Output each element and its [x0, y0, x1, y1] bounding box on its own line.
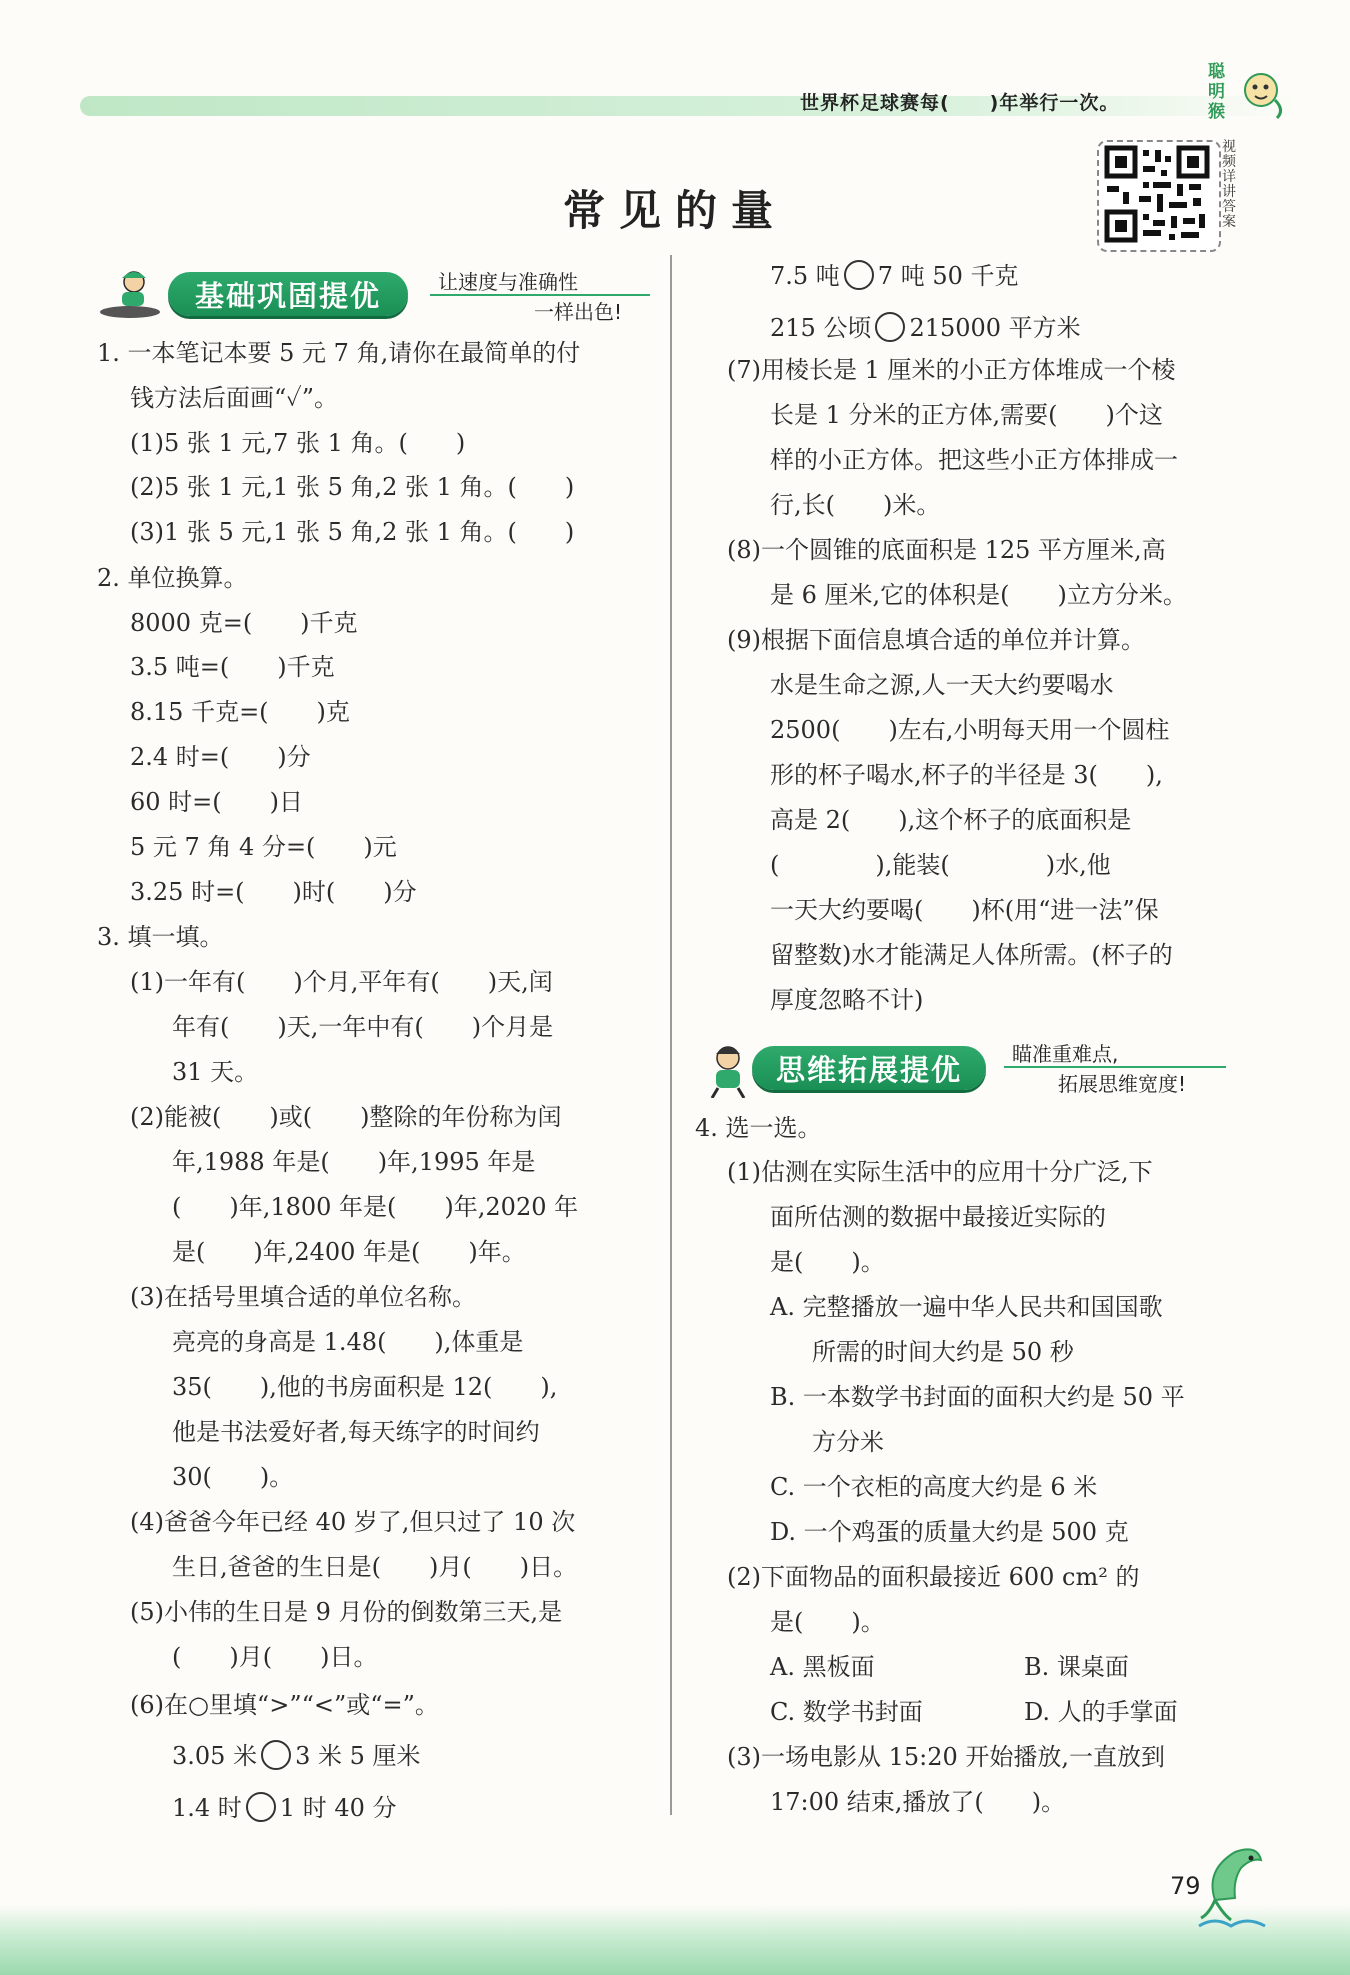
header-trivia: 世界杯足球赛每( )年举行一次。 — [800, 92, 1120, 114]
compare-circle-blank[interactable] — [844, 260, 874, 290]
extend-question-line: A. 完整播放一遍中华人民共和国国歌 — [770, 1293, 1163, 1321]
section-extend-slogan-1: 瞄准重难点, — [1012, 1042, 1119, 1066]
left-question-line: ( )月( )日。 — [172, 1643, 378, 1671]
section-basic-slogan-2: 一样出色! — [534, 300, 623, 324]
right-question-line: 水是生命之源,人一天大约要喝水 — [770, 671, 1114, 699]
left-question-line: 3.25 时=( )时( )分 — [130, 878, 417, 906]
compare-circle-blank[interactable] — [875, 312, 905, 342]
extend-question-line: (1)估测在实际生活中的应用十分广泛,下 — [727, 1158, 1153, 1186]
section-extend-banner: 思维拓展提优 — [752, 1046, 986, 1090]
right-question-line: 形的杯子喝水,杯子的半径是 3( ), — [770, 761, 1163, 789]
left-question-line: 2.4 时=( )分 — [130, 743, 311, 771]
left-question-line: (3)在括号里填合适的单位名称。 — [130, 1283, 476, 1311]
left-question-line: 2. 单位换算。 — [97, 564, 248, 592]
right-question-line: (8)一个圆锥的底面积是 125 平方厘米,高 — [727, 536, 1166, 564]
thinking-kid-icon — [700, 1042, 758, 1098]
extend-question-line: D. 一个鸡蛋的质量大约是 500 克 — [770, 1518, 1129, 1546]
left-question-line: 1. 一本笔记本要 5 元 7 角,请你在最简单的付 — [97, 339, 581, 367]
extend-question-line: 面所估测的数据中最接近实际的 — [770, 1203, 1106, 1231]
right-question-line: 高是 2( ),这个杯子的底面积是 — [770, 806, 1132, 834]
left-question-line: 5 元 7 角 4 分=( )元 — [130, 833, 397, 861]
right-question-line: (7)用棱长是 1 厘米的小正方体堆成一个棱 — [727, 356, 1176, 384]
left-question-line: 亮亮的身高是 1.48( ),体重是 — [172, 1328, 524, 1356]
right-question-line: 样的小正方体。把这些小正方体排成一 — [770, 446, 1178, 474]
skateboard-kid-icon — [92, 268, 168, 320]
left-question-line: (2)能被( )或( )整除的年份称为闰 — [130, 1103, 562, 1131]
left-question-line: 钱方法后面画“✓”。 — [130, 384, 339, 412]
left-question-line: 他是书法爱好者,每天练字的时间约 — [172, 1418, 540, 1446]
compare-right-value: 3 米 5 厘米 — [295, 1742, 421, 1770]
right-question-line: 厚度忽略不计) — [770, 986, 924, 1014]
right-compare-row — [770, 312, 1081, 343]
extend-question-line: 方分米 — [812, 1428, 884, 1456]
compare-circle-blank[interactable] — [246, 1792, 276, 1822]
section-extend-slogan-2: 拓展思维宽度! — [1058, 1072, 1187, 1096]
qr-label: 视频详讲答案 — [1222, 139, 1236, 230]
page-number: 79 — [1170, 1872, 1201, 1900]
extend-question-line: (2)下面物品的面积最接近 600 cm² 的 — [727, 1563, 1140, 1591]
extend-question-line: (3)一场电影从 15:20 开始播放,一直放到 — [727, 1743, 1166, 1771]
left-question-line: 60 时=( )日 — [130, 788, 304, 816]
extend-question-line: B. 一本数学书封面的面积大约是 50 平 — [770, 1383, 1185, 1411]
left-question-line: 年有( )天,一年中有( )个月是 — [172, 1013, 554, 1041]
left-question-line: 8000 克=( )千克 — [130, 609, 358, 637]
left-question-line: 3.5 吨=( )千克 — [130, 653, 335, 681]
left-question-line: (5)小伟的生日是 9 月份的倒数第三天,是 — [130, 1598, 563, 1626]
left-question-line: (2)5 张 1 元,1 张 5 角,2 张 1 角。( ) — [130, 473, 575, 501]
right-question-line: (9)根据下面信息填合适的单位并计算。 — [727, 626, 1145, 654]
footer-band — [0, 1905, 1350, 1975]
extend-question-line: C. 数学书封面 — [770, 1698, 923, 1726]
compare-left-value: 7.5 吨 — [770, 262, 840, 290]
extend-question-line: D. 人的手掌面 — [1024, 1698, 1178, 1726]
compare-right-value: 1 时 40 分 — [279, 1794, 397, 1822]
left-question-line: 35( ),他的书房面积是 12( ), — [172, 1373, 558, 1401]
left-question-line: 30( )。 — [172, 1463, 294, 1491]
brand-name: 聪明猴 — [1208, 62, 1225, 122]
left-question-line: (3)1 张 5 元,1 张 5 角,2 张 1 角。( ) — [130, 518, 575, 546]
section-basic-banner: 基础巩固提优 — [168, 272, 408, 316]
extend-question-line: B. 课桌面 — [1024, 1653, 1129, 1681]
dolphin-icon — [1195, 1840, 1275, 1930]
extend-question-line: A. 黑板面 — [770, 1653, 875, 1681]
compare-left-value: 3.05 米 — [172, 1742, 258, 1770]
right-question-line: ( ),能装( )水,他 — [770, 851, 1111, 879]
extend-question-line: 4. 选一选。 — [695, 1114, 822, 1142]
right-question-line: 留整数)水才能满足人体所需。(杯子的 — [770, 941, 1173, 969]
left-question-line: 是( )年,2400 年是( )年。 — [172, 1238, 526, 1266]
compare-right-value: 215000 平方米 — [909, 314, 1081, 342]
left-compare-row — [172, 1792, 397, 1823]
compare-right-value: 7 吨 50 千克 — [877, 262, 1019, 290]
right-question-line: 一天大约要喝( )杯(用“进一法”保 — [770, 896, 1159, 924]
compare-left-value: 215 公顷 — [770, 314, 872, 342]
right-question-line: 是 6 厘米,它的体积是( )立方分米。 — [770, 581, 1187, 609]
right-question-line: 长是 1 分米的正方体,需要( )个这 — [770, 401, 1163, 429]
compare-left-value: 1.4 时 — [172, 1794, 242, 1822]
section-extend-slogan-line — [1004, 1066, 1226, 1068]
left-question-line: (1)一年有( )个月,平年有( )天,闰 — [130, 968, 553, 996]
section-basic-slogan-1: 让速度与准确性 — [438, 270, 578, 294]
extend-question-line: 17:00 结束,播放了( )。 — [770, 1788, 1066, 1816]
compare-circle-blank[interactable] — [261, 1740, 291, 1770]
left-question-line: ( )年,1800 年是( )年,2020 年 — [172, 1193, 579, 1221]
section-basic-slogan-line — [430, 294, 650, 296]
right-question-line: 2500( )左右,小明每天用一个圆柱 — [770, 716, 1170, 744]
left-question-line: 3. 填一填。 — [97, 923, 224, 951]
extend-question-line: 是( )。 — [770, 1248, 885, 1276]
left-question-line: (6)在○里填“>”“<”或“=”。 — [130, 1691, 439, 1719]
left-question-line: (1)5 张 1 元,7 张 1 角。( ) — [130, 429, 466, 457]
left-compare-row — [172, 1740, 421, 1771]
extend-question-line: 是( )。 — [770, 1608, 885, 1636]
column-divider — [670, 255, 672, 1815]
left-question-line: 生日,爸爸的生日是( )月( )日。 — [172, 1553, 578, 1581]
left-question-line: (4)爸爸今年已经 40 岁了,但只过了 10 次 — [130, 1508, 576, 1536]
right-question-line: 行,长( )米。 — [770, 491, 941, 519]
extend-question-line: C. 一个衣柜的高度大约是 6 米 — [770, 1473, 1098, 1501]
right-compare-row — [770, 260, 1019, 291]
extend-question-line: 所需的时间大约是 50 秒 — [812, 1338, 1074, 1366]
left-question-line: 31 天。 — [172, 1058, 259, 1086]
left-question-line: 年,1988 年是( )年,1995 年是 — [172, 1148, 536, 1176]
page-title: 常见的量 — [562, 186, 787, 235]
left-question-line: 8.15 千克=( )克 — [130, 698, 350, 726]
